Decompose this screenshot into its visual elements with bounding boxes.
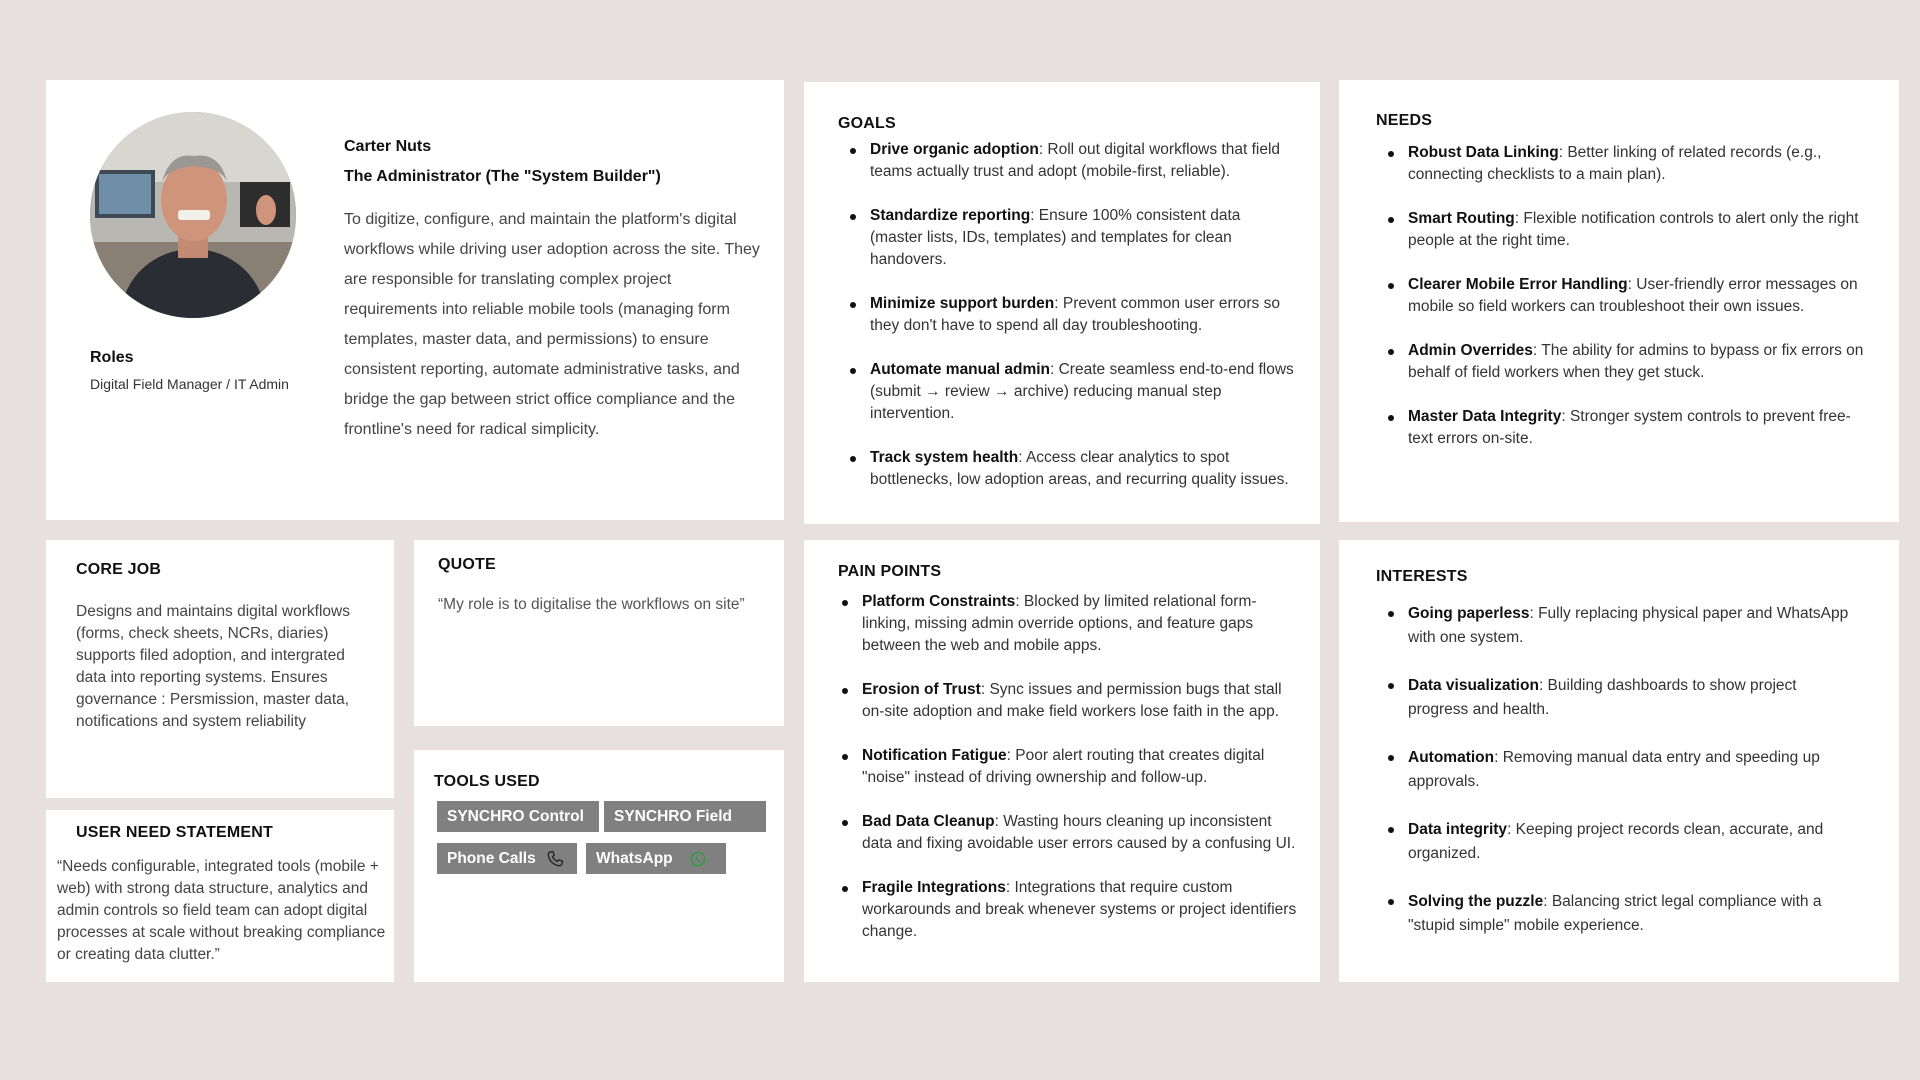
- item-text: : Blocked by limited relational form-linking, missing admin override options, and feature gaps between the web and mobile apps.: [862, 593, 1257, 654]
- item-text: : Wasting hours cleaning up inconsistent data and fixing avoidable user errors caused by a confusing UI.: [862, 813, 1296, 852]
- item-text: : Roll out digital workflows that field teams actually trust and adopt (mobile-first, reliable).: [870, 141, 1281, 180]
- tools-card: [414, 750, 784, 982]
- item-title: Standardize reporting: [870, 207, 1031, 224]
- item-text: : Flexible notification controls to alert only the right people at the right time.: [1408, 210, 1859, 249]
- item-text: : Fully replacing physical paper and WhatsApp with one system.: [1408, 605, 1849, 646]
- item-title: Clearer Mobile Error Handling: [1408, 276, 1628, 293]
- tool-tag-whatsapp: [586, 843, 726, 874]
- list-item: [838, 679, 1298, 723]
- item-title: Smart Routing: [1408, 210, 1515, 227]
- tool-label: Phone Calls: [447, 850, 536, 867]
- tools-heading: TOOLS USED: [434, 773, 540, 790]
- list-item: [1384, 142, 1874, 186]
- quote-body: “My role is to digitalise the workflows on site”: [438, 596, 745, 613]
- list-item: [846, 205, 1296, 271]
- user-need-heading: USER NEED STATEMENT: [76, 824, 273, 841]
- avatar-photo: [90, 112, 296, 318]
- item-text: : Building dashboards to show project progress and health.: [1408, 677, 1797, 718]
- core-job-body: Designs and maintains digital workflows (forms, check sheets, NCRs, diaries) supports filed adoption, and intergrated data into reporting systems. Ensures governance : Persmission, master data, notifications and system reliability: [76, 603, 350, 730]
- profile-card: [46, 80, 784, 520]
- list-item: [846, 293, 1296, 337]
- list-item: [838, 811, 1298, 855]
- item-text: : Access clear analytics to spot bottlenecks, low adoption areas, and recurring quality issues.: [870, 449, 1289, 488]
- item-text: : Ensure 100% consistent data (master lists, IDs, templates) and templates for clean handovers.: [870, 207, 1241, 268]
- persona-title: The Administrator (The "System Builder"): [344, 168, 661, 185]
- user-need-card: [46, 810, 394, 982]
- item-text: : Sync issues and permission bugs that stall on-site adoption and make field workers lose faith in the app.: [862, 681, 1282, 720]
- list-item: [838, 745, 1298, 789]
- interests-heading: INTERESTS: [1376, 568, 1468, 585]
- roles-title: Roles: [90, 349, 134, 366]
- goals-list: [846, 139, 1296, 513]
- item-text: : Removing manual data entry and speeding up approvals.: [1408, 749, 1820, 790]
- item-title: Going paperless: [1408, 605, 1530, 622]
- core-job-card: [46, 540, 394, 798]
- item-title: Automation: [1408, 749, 1495, 766]
- list-item: [1384, 208, 1874, 252]
- item-text: : Poor alert routing that creates digital "noise" instead of driving ownership and follow-up.: [862, 747, 1265, 786]
- item-text: : Integrations that require custom workarounds and break whenever systems or project identifiers change.: [862, 879, 1297, 940]
- item-text: : Prevent common user errors so they don't have to spend all day troubleshooting.: [870, 295, 1280, 334]
- item-text: : Balancing strict legal compliance with a "stupid simple" mobile experience.: [1408, 893, 1822, 934]
- tool-label: SYNCHRO Control: [447, 808, 584, 825]
- list-item: [838, 591, 1298, 657]
- tool-label: WhatsApp: [596, 850, 673, 867]
- item-title: Solving the puzzle: [1408, 893, 1544, 910]
- persona-description: To digitize, configure, and maintain the platform's digital workflows while driving user adoption across the site. They are responsible for translating complex project requirements into reliable mobile tools (managing form templates, master data, and permissions) to ensure consistent reporting, automate administrative tasks, and bridge the gap between strict office compliance and the frontline's need for radical simplicity.: [344, 211, 760, 438]
- item-title: Drive organic adoption: [870, 141, 1039, 158]
- user-need-body: “Needs configurable, integrated tools (mobile + web) with strong data structure, analytics and admin controls so field team can adopt digital processes at scale without breaking compliance or creating data clutter.”: [57, 858, 386, 963]
- item-title: Automate manual admin: [870, 361, 1050, 378]
- tool-tag-synchro-field: [604, 801, 766, 832]
- persona-name: Carter Nuts: [344, 138, 432, 155]
- item-title: Notification Fatigue: [862, 747, 1007, 764]
- phone-icon: [545, 849, 565, 880]
- list-item: [1384, 674, 1854, 722]
- item-title: Data visualization: [1408, 677, 1539, 694]
- item-title: Data integrity: [1408, 821, 1508, 838]
- item-text: : Stronger system controls to prevent free-text errors on-site.: [1408, 408, 1851, 447]
- item-text: : User-friendly error messages on mobile so field workers can troubleshoot their own issues.: [1408, 276, 1858, 315]
- item-title: Fragile Integrations: [862, 879, 1006, 896]
- list-item: [1384, 274, 1874, 318]
- item-title: Platform Constraints: [862, 593, 1016, 610]
- roles-value: Digital Field Manager / IT Admin: [90, 376, 289, 392]
- goals-card: [804, 82, 1320, 524]
- tool-tag-synchro-control: [437, 801, 599, 832]
- quote-card: [414, 540, 784, 726]
- item-text: : The ability for admins to bypass or fix errors on behalf of field workers when they get stuck.: [1408, 342, 1864, 381]
- item-title: Erosion of Trust: [862, 681, 981, 698]
- whatsapp-icon: [688, 849, 708, 880]
- item-title: Track system health: [870, 449, 1019, 466]
- list-item: [846, 359, 1296, 425]
- item-text: : Keeping project records clean, accurate, and organized.: [1408, 821, 1824, 862]
- list-item: [1384, 406, 1874, 450]
- list-item: [1384, 890, 1854, 938]
- pain-points-list: [838, 591, 1298, 965]
- pain-points-heading: PAIN POINTS: [838, 563, 942, 580]
- list-item: [846, 139, 1296, 183]
- needs-heading: NEEDS: [1376, 112, 1433, 129]
- item-title: Admin Overrides: [1408, 342, 1533, 359]
- interests-list: [1384, 602, 1854, 962]
- item-text: : Create seamless end-to-end flows (submit → review → archive) reducing manual step intervention.: [870, 361, 1294, 422]
- item-text: : Better linking of related records (e.g., connecting checklists to a main plan).: [1408, 144, 1822, 183]
- interests-card: [1339, 540, 1899, 982]
- needs-card: [1339, 80, 1899, 522]
- quote-heading: QUOTE: [438, 556, 496, 573]
- item-title: Robust Data Linking: [1408, 144, 1559, 161]
- list-item: [1384, 818, 1854, 866]
- core-job-heading: CORE JOB: [76, 561, 162, 578]
- needs-list: [1384, 142, 1874, 472]
- item-title: Bad Data Cleanup: [862, 813, 995, 830]
- item-title: Master Data Integrity: [1408, 408, 1562, 425]
- list-item: [838, 877, 1298, 943]
- list-item: [846, 447, 1296, 491]
- list-item: [1384, 602, 1854, 650]
- list-item: [1384, 340, 1874, 384]
- item-title: Minimize support burden: [870, 295, 1055, 312]
- list-item: [1384, 746, 1854, 794]
- goals-heading: GOALS: [838, 115, 896, 132]
- tool-label: SYNCHRO Field: [614, 808, 732, 825]
- pain-points-card: [804, 540, 1320, 982]
- tool-tag-phone-calls: [437, 843, 577, 874]
